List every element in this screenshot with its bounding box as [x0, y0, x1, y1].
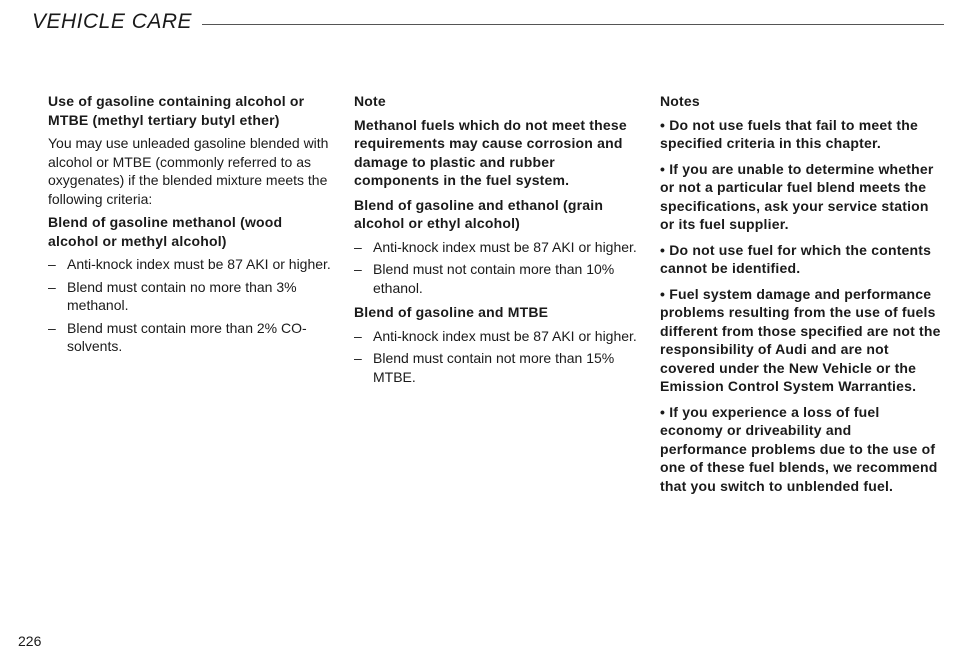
dash-marker: – — [354, 261, 362, 277]
column-1 — [48, 92, 333, 362]
list-item: – Blend must contain more than 2% CO-solvents. — [48, 319, 307, 354]
list-item: – Anti-knock index must be 87 AKI or higher. — [48, 256, 331, 272]
page-header — [32, 6, 944, 36]
page-number: 226 — [18, 633, 42, 649]
alcohol-mtbe-heading: Use of gasoline containing alcohol or MTBE (methyl tertiary butyl ether) — [48, 93, 305, 128]
dash-marker: – — [48, 256, 56, 272]
column-2 — [354, 92, 639, 392]
notes-list — [660, 116, 942, 496]
list-item: • If you experience a loss of fuel economy or driveability and performance problems due to the use of one of these fuel blends, we recommend that you switch to unblended fuel. — [660, 403, 938, 494]
list-item: • Do not use fuel for which the contents cannot be identified. — [660, 241, 932, 276]
mtbe-criteria-list — [354, 327, 639, 387]
dash-marker: – — [354, 327, 362, 344]
mtbe-blend-heading: Blend of gasoline and MTBE — [354, 304, 549, 320]
methanol-blend-heading: Blend of gasoline methanol (wood alcohol or methyl alcohol) — [48, 214, 283, 249]
note-text: Methanol fuels which do not meet these requirements may cause corrosion and damage to plastic and rubber components in the fuel system. — [354, 116, 627, 188]
dash-marker: – — [48, 319, 56, 336]
note-label: Note — [354, 93, 386, 109]
section-title: VEHICLE CARE — [32, 10, 193, 33]
list-item: – Anti-knock index must be 87 AKI or higher. — [354, 327, 637, 344]
dash-marker: – — [354, 350, 362, 366]
list-item: – Blend must not contain more than 10% ethanol. — [354, 261, 615, 296]
list-item: • If you are unable to determine whether or not a particular fuel blend meets the specifications, ask your service station or its fuel supplier. — [660, 160, 934, 232]
dash-marker: – — [354, 238, 362, 255]
list-item: • Fuel system damage and performance problems resulting from the use of fuels different from those specified are not the responsibility of Audi and are not covered under the New Vehicle or the Emission Control System Warranties. — [660, 285, 941, 394]
list-item: – Anti-knock index must be 87 AKI or higher. — [354, 238, 637, 255]
column-3 — [660, 92, 942, 502]
header-rule — [202, 24, 944, 25]
methanol-criteria-list — [48, 255, 333, 356]
criteria-intro: You may use unleaded gasoline blended with alcohol or MTBE (commonly referred to as oxygenates) if the blended mixture meets the following criteria: — [48, 135, 329, 207]
ethanol-blend-heading: Blend of gasoline and ethanol (grain alcohol or ethyl alcohol) — [354, 196, 604, 231]
list-item: • Do not use fuels that fail to meet the specified criteria in this chapter. — [660, 116, 918, 151]
ethanol-criteria-list — [354, 238, 639, 298]
dash-marker: – — [48, 278, 56, 295]
list-item: – Blend must contain no more than 3% methanol. — [48, 278, 297, 313]
notes-label: Notes — [660, 93, 700, 109]
list-item: – Blend must contain not more than 15% MTBE. — [354, 350, 615, 385]
